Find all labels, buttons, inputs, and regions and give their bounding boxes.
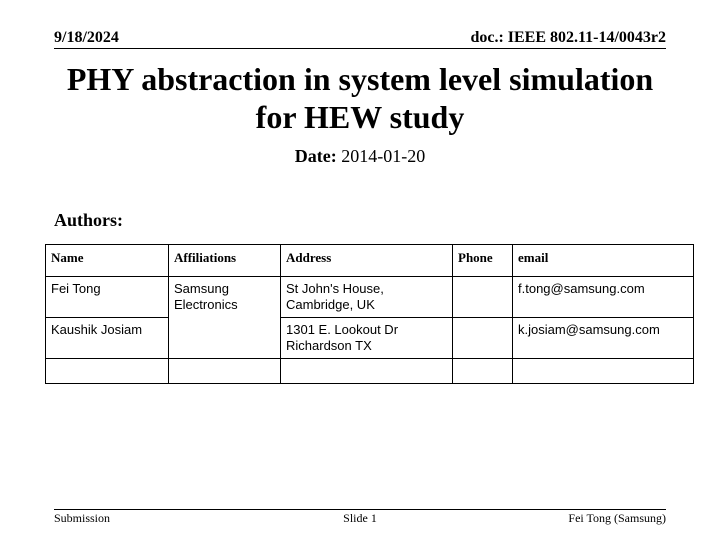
cell-email <box>513 359 694 384</box>
footer-rule <box>54 509 666 510</box>
date-label: Date: <box>294 146 337 166</box>
table-row <box>46 318 694 359</box>
table-row <box>46 359 694 384</box>
footer-slide-number: Slide 1 <box>343 511 377 525</box>
cell-address <box>281 277 453 318</box>
cell-address-line-1: St John's House, <box>286 281 384 296</box>
header-email: email <box>513 245 694 277</box>
authors-table <box>45 244 694 384</box>
header-date: 9/18/2024 <box>54 29 119 46</box>
footer-submission: Submission <box>54 511 111 525</box>
cell-affiliation <box>169 277 281 359</box>
cell-name <box>46 359 169 384</box>
cell-phone <box>453 318 513 359</box>
header-name: Name <box>46 245 169 277</box>
cell-email: k.josiam@samsung.com <box>513 318 694 359</box>
cell-affiliation-line-1: Samsung <box>174 281 229 296</box>
cell-address-line-2: Cambridge, UK <box>286 297 375 312</box>
header-affiliations: Affiliations <box>169 245 281 277</box>
cell-affiliation-line-2: Electronics <box>174 297 238 312</box>
cell-address-line-1: 1301 E. Lookout Dr <box>286 322 399 337</box>
cell-phone <box>453 277 513 318</box>
footer-author: Fei Tong (Samsung) <box>568 511 666 525</box>
date-line <box>0 146 720 167</box>
header-address: Address <box>281 245 453 277</box>
cell-address <box>281 318 453 359</box>
slide-title <box>40 60 680 136</box>
table-header-row <box>46 245 694 277</box>
cell-address <box>281 359 453 384</box>
cell-affiliation <box>169 359 281 384</box>
cell-name: Kaushik Josiam <box>46 318 169 359</box>
cell-phone <box>453 359 513 384</box>
table-row <box>46 277 694 318</box>
slide-title-line-2: for HEW study <box>255 99 465 135</box>
date-value: 2014-01-20 <box>341 146 426 166</box>
header-phone: Phone <box>453 245 513 277</box>
cell-address-line-2: Richardson TX <box>286 338 372 353</box>
authors-heading: Authors: <box>54 210 124 230</box>
header-doc-id: doc.: IEEE 802.11-14/0043r2 <box>470 29 666 46</box>
cell-email: f.tong@samsung.com <box>513 277 694 318</box>
header-rule <box>54 48 666 49</box>
cell-name: Fei Tong <box>46 277 169 318</box>
slide-title-line-1: PHY abstraction in system level simulation <box>66 61 654 97</box>
